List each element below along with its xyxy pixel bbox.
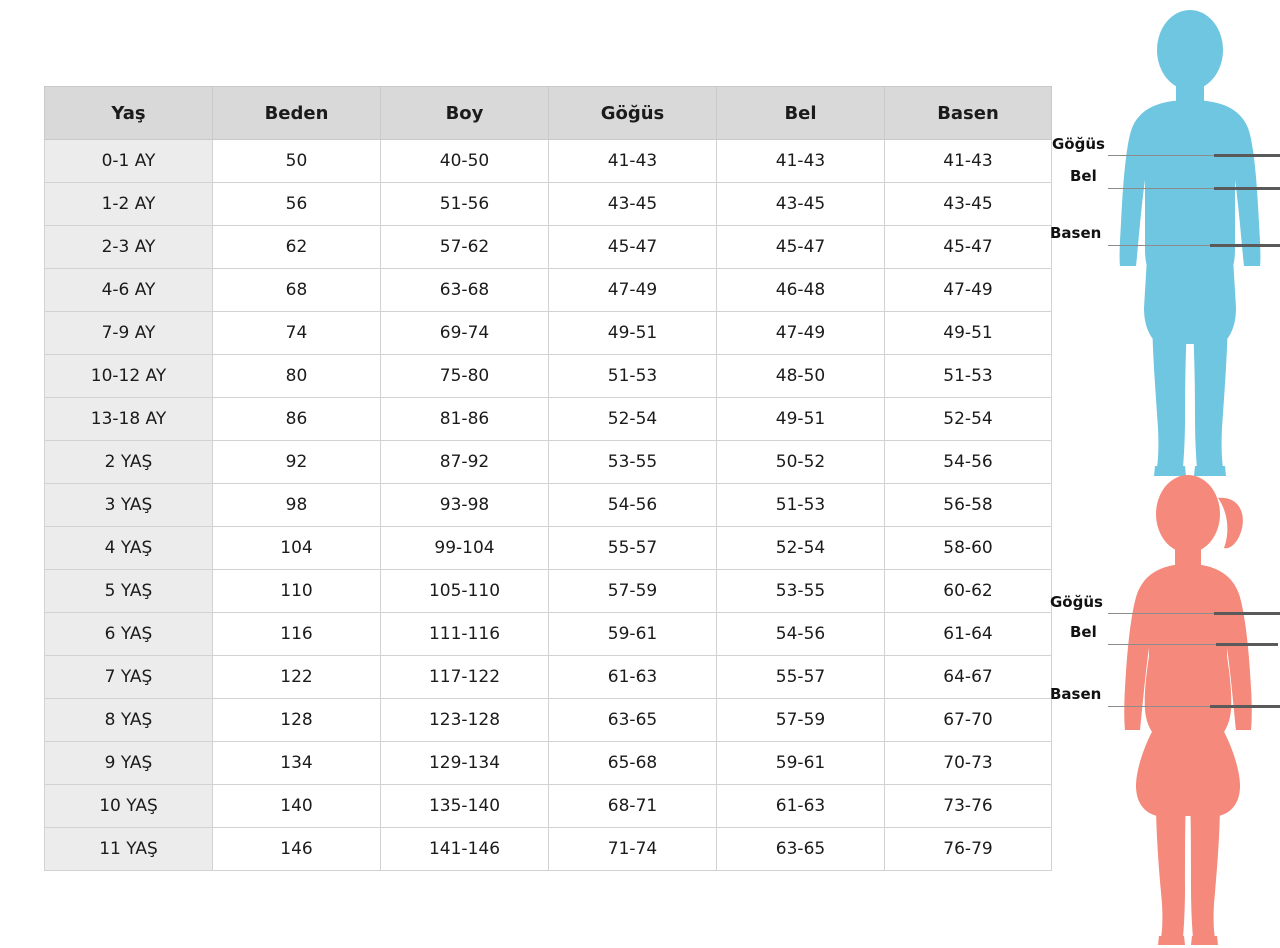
cell-chest: 47-49 [549,269,717,312]
cell-hip: 47-49 [885,269,1052,312]
cell-waist: 43-45 [717,183,885,226]
table-row [45,656,1052,699]
cell-chest: 54-56 [549,484,717,527]
cell-chest: 41-43 [549,140,717,183]
table-row [45,484,1052,527]
cell-height: 141-146 [381,828,549,871]
boy-waist-leader-line [1108,188,1218,189]
cell-height: 63-68 [381,269,549,312]
cell-age: 4-6 AY [45,269,213,312]
cell-chest: 65-68 [549,742,717,785]
cell-hip: 41-43 [885,140,1052,183]
girl-chest-leader-line [1108,613,1218,614]
cell-waist: 63-65 [717,828,885,871]
cell-height: 135-140 [381,785,549,828]
cell-waist: 41-43 [717,140,885,183]
cell-size: 62 [213,226,381,269]
cell-age: 7 YAŞ [45,656,213,699]
boy-body-figure [1050,8,1280,478]
table-row [45,398,1052,441]
cell-chest: 59-61 [549,613,717,656]
cell-size: 68 [213,269,381,312]
cell-chest: 68-71 [549,785,717,828]
cell-height: 81-86 [381,398,549,441]
size-chart-table-container [44,86,1051,871]
cell-chest: 52-54 [549,398,717,441]
girl-body-figure [1050,470,1280,948]
column-header-size: Beden [213,87,381,140]
table-row [45,742,1052,785]
cell-waist: 59-61 [717,742,885,785]
cell-hip: 51-53 [885,355,1052,398]
cell-age: 13-18 AY [45,398,213,441]
cell-age: 11 YAŞ [45,828,213,871]
cell-height: 69-74 [381,312,549,355]
table-row [45,527,1052,570]
cell-age: 10-12 AY [45,355,213,398]
cell-age: 2-3 AY [45,226,213,269]
cell-height: 40-50 [381,140,549,183]
boy-waist-label: Bel [1070,167,1097,185]
boy-hip-leader-line [1108,245,1218,246]
cell-age: 6 YAŞ [45,613,213,656]
table-row [45,441,1052,484]
cell-waist: 46-48 [717,269,885,312]
cell-hip: 49-51 [885,312,1052,355]
girl-hip-line [1210,705,1280,708]
girl-waist-line [1216,643,1278,646]
cell-hip: 43-45 [885,183,1052,226]
boy-chest-label: Göğüs [1052,135,1105,153]
cell-age: 7-9 AY [45,312,213,355]
cell-hip: 64-67 [885,656,1052,699]
boy-chest-line [1214,154,1280,157]
cell-waist: 57-59 [717,699,885,742]
cell-hip: 76-79 [885,828,1052,871]
cell-hip: 73-76 [885,785,1052,828]
cell-height: 123-128 [381,699,549,742]
table-row [45,355,1052,398]
cell-waist: 55-57 [717,656,885,699]
cell-size: 98 [213,484,381,527]
cell-size: 80 [213,355,381,398]
cell-age: 8 YAŞ [45,699,213,742]
cell-chest: 53-55 [549,441,717,484]
cell-chest: 63-65 [549,699,717,742]
column-header-waist: Bel [717,87,885,140]
cell-waist: 54-56 [717,613,885,656]
table-row [45,570,1052,613]
table-row [45,613,1052,656]
boy-hip-line [1210,244,1280,247]
column-header-height: Boy [381,87,549,140]
cell-height: 75-80 [381,355,549,398]
cell-height: 117-122 [381,656,549,699]
cell-age: 4 YAŞ [45,527,213,570]
cell-hip: 70-73 [885,742,1052,785]
cell-size: 128 [213,699,381,742]
cell-hip: 67-70 [885,699,1052,742]
table-body [45,140,1052,871]
cell-age: 1-2 AY [45,183,213,226]
cell-hip: 60-62 [885,570,1052,613]
cell-waist: 47-49 [717,312,885,355]
cell-waist: 45-47 [717,226,885,269]
cell-size: 92 [213,441,381,484]
cell-size: 74 [213,312,381,355]
boy-chest-leader-line [1108,155,1218,156]
cell-height: 51-56 [381,183,549,226]
boy-waist-line [1214,187,1280,190]
cell-size: 50 [213,140,381,183]
cell-waist: 52-54 [717,527,885,570]
cell-height: 99-104 [381,527,549,570]
cell-hip: 61-64 [885,613,1052,656]
table-header [45,87,1052,140]
girl-chest-line [1214,612,1280,615]
cell-age: 0-1 AY [45,140,213,183]
cell-chest: 51-53 [549,355,717,398]
cell-age: 10 YAŞ [45,785,213,828]
cell-hip: 54-56 [885,441,1052,484]
girl-silhouette-icon [1100,470,1280,948]
cell-size: 86 [213,398,381,441]
cell-waist: 53-55 [717,570,885,613]
cell-size: 56 [213,183,381,226]
column-header-hip: Basen [885,87,1052,140]
cell-age: 9 YAŞ [45,742,213,785]
cell-size: 110 [213,570,381,613]
table-row [45,183,1052,226]
cell-hip: 56-58 [885,484,1052,527]
table-row [45,226,1052,269]
table-row [45,140,1052,183]
cell-chest: 57-59 [549,570,717,613]
cell-size: 116 [213,613,381,656]
cell-waist: 50-52 [717,441,885,484]
cell-hip: 52-54 [885,398,1052,441]
girl-hip-label: Basen [1050,685,1102,703]
cell-waist: 61-63 [717,785,885,828]
table-row [45,312,1052,355]
table-row [45,828,1052,871]
cell-hip: 58-60 [885,527,1052,570]
cell-hip: 45-47 [885,226,1052,269]
cell-size: 140 [213,785,381,828]
cell-height: 87-92 [381,441,549,484]
cell-height: 129-134 [381,742,549,785]
cell-age: 2 YAŞ [45,441,213,484]
cell-age: 3 YAŞ [45,484,213,527]
girl-waist-label: Bel [1070,623,1097,641]
girl-hip-leader-line [1108,706,1218,707]
girl-chest-label: Göğüs [1050,593,1103,611]
cell-height: 105-110 [381,570,549,613]
cell-chest: 45-47 [549,226,717,269]
column-header-age: Yaş [45,87,213,140]
cell-age: 5 YAŞ [45,570,213,613]
cell-chest: 55-57 [549,527,717,570]
cell-waist: 49-51 [717,398,885,441]
table-row [45,785,1052,828]
cell-size: 122 [213,656,381,699]
cell-size: 134 [213,742,381,785]
cell-size: 146 [213,828,381,871]
cell-height: 57-62 [381,226,549,269]
size-chart-table [44,86,1052,871]
cell-size: 104 [213,527,381,570]
table-row [45,269,1052,312]
column-header-chest: Göğüs [549,87,717,140]
cell-chest: 43-45 [549,183,717,226]
cell-waist: 48-50 [717,355,885,398]
boy-silhouette-icon [1100,8,1280,478]
cell-height: 93-98 [381,484,549,527]
cell-height: 111-116 [381,613,549,656]
cell-chest: 49-51 [549,312,717,355]
girl-waist-leader-line [1108,644,1218,645]
table-row [45,699,1052,742]
body-figures-panel [1050,0,1280,948]
cell-waist: 51-53 [717,484,885,527]
boy-hip-label: Basen [1050,224,1102,242]
cell-chest: 71-74 [549,828,717,871]
cell-chest: 61-63 [549,656,717,699]
table-header-row [45,87,1052,140]
